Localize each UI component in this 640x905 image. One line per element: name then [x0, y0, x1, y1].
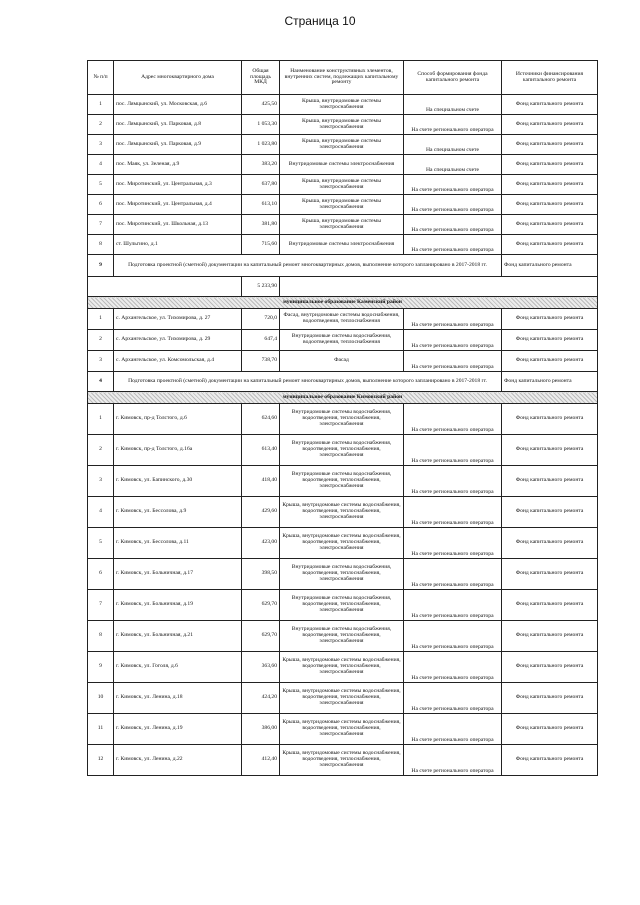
table-row	[88, 497, 598, 528]
section-title: муниципальное образование Кимовский район	[88, 392, 598, 404]
row-area: 647,4	[242, 330, 280, 351]
row-works: Крыша, внутридомовые системы водоснабжения, водоотведения, теплоснабжения, электроснабжения	[280, 652, 404, 683]
header-address: Адрес многоквартирного дома	[114, 61, 242, 95]
row-area: 720,0	[242, 309, 280, 330]
row-works: Фасад	[280, 351, 404, 372]
table-row	[88, 466, 598, 497]
row-fund-method: На специальном счете	[404, 95, 502, 115]
table-row	[88, 714, 598, 745]
row-works: Крыша, внутридомовые системы водоснабжения, водоотведения, теплоснабжения, электроснабжения	[280, 745, 404, 776]
table-row	[88, 155, 598, 175]
row-works: Внутридомовые системы водоснабжения, водоотведения, теплоснабжения, электроснабжения	[280, 621, 404, 652]
row-number: 3	[88, 351, 114, 372]
row-works: Фасад, внутридомовые системы водоснабжения, водоотведения, теплоснабжения	[280, 309, 404, 330]
table-row	[88, 330, 598, 351]
row-number: 7	[88, 215, 114, 235]
row-financing-source: Фонд капитального ремонта	[502, 590, 598, 621]
row-number: 1	[88, 95, 114, 115]
row-number: 5	[88, 175, 114, 195]
row-fund-method: На счете регионального оператора	[404, 195, 502, 215]
total-area: 5 233,90	[242, 277, 280, 297]
row-fund-method: На счете регионального оператора	[404, 497, 502, 528]
table-row-project-documentation	[88, 372, 598, 392]
row-address: г. Кимовск, ул. Ленина, д.18	[114, 683, 242, 714]
row-fund-method: На счете регионального оператора	[404, 351, 502, 372]
row-address: г. Кимовск, ул. Больничная, д.17	[114, 559, 242, 590]
total-empty-cell	[88, 277, 242, 297]
row-financing-source: Фонд капитального ремонта	[502, 372, 598, 392]
row-financing-source: Фонд капитального ремонта	[502, 330, 598, 351]
row-works: Внутридомовые системы электроснабжения	[280, 235, 404, 255]
row-number: 8	[88, 621, 114, 652]
row-number: 3	[88, 135, 114, 155]
row-fund-method: На счете регионального оператора	[404, 683, 502, 714]
row-number: 1	[88, 309, 114, 330]
table-row	[88, 652, 598, 683]
row-area: 624,60	[242, 404, 280, 435]
row-number: 10	[88, 683, 114, 714]
row-address: г. Кимовск, ул. Больничная, д.21	[114, 621, 242, 652]
table-row	[88, 309, 598, 330]
total-empty-cell	[280, 277, 598, 297]
row-area: 629,70	[242, 621, 280, 652]
row-fund-method: На счете регионального оператора	[404, 745, 502, 776]
row-number: 2	[88, 435, 114, 466]
row-works: Внутридомовые системы водоснабжения, водоотведения, теплоснабжения, электроснабжения	[280, 435, 404, 466]
row-works: Внутридомовые системы электроснабжения	[280, 155, 404, 175]
row-financing-source: Фонд капитального ремонта	[502, 95, 598, 115]
row-works: Крыша, внутридомовые системы электроснабжения	[280, 175, 404, 195]
row-address: г. Кимовск, ул. Бессолова, д.9	[114, 497, 242, 528]
row-financing-source: Фонд капитального ремонта	[502, 683, 598, 714]
row-area: 386,00	[242, 714, 280, 745]
row-financing-source: Фонд капитального ремонта	[502, 255, 598, 277]
table-row	[88, 235, 598, 255]
row-number: 6	[88, 195, 114, 215]
row-financing-source: Фонд капитального ремонта	[502, 497, 598, 528]
row-works: Крыша, внутридомовые системы электроснабжения	[280, 115, 404, 135]
row-address: ст. Шульгино, д.1	[114, 235, 242, 255]
row-number: 1	[88, 404, 114, 435]
row-works: Крыша, внутридомовые системы электроснабжения	[280, 135, 404, 155]
row-works: Внутридомовые системы водоснабжения, водоотведения, теплоснабжения, электроснабжения	[280, 466, 404, 497]
row-area: 613,40	[242, 435, 280, 466]
row-area: 715,60	[242, 235, 280, 255]
table-row	[88, 590, 598, 621]
table-row	[88, 95, 598, 115]
row-address: пос. Маяк, ул. Зеленая, д.9	[114, 155, 242, 175]
row-fund-method: На счете регионального оператора	[404, 309, 502, 330]
row-financing-source: Фонд капитального ремонта	[502, 466, 598, 497]
row-address: г. Кимовск, пр-д Толстого, д.6	[114, 404, 242, 435]
header-financing-source: Источники финансирования капитального ремонта	[502, 61, 598, 95]
row-area: 423,00	[242, 528, 280, 559]
row-address: пос. Миротинский, ул. Школьная, д.13	[114, 215, 242, 235]
header-fund-method: Способ формирования фонда капитального ремонта	[404, 61, 502, 95]
row-number: 4	[88, 497, 114, 528]
row-address: г. Кимовск, ул. Бапинского, д.30	[114, 466, 242, 497]
row-address: г. Кимовск, ул. Больничная, д.19	[114, 590, 242, 621]
row-works: Крыша, внутридомовые системы электроснабжения	[280, 215, 404, 235]
header-works: Наименование конструктивных элементов, внутренних систем, подлежащих капитальному ремонту	[280, 61, 404, 95]
page-title: Страница 10	[284, 14, 356, 28]
table-row	[88, 351, 598, 372]
row-financing-source: Фонд капитального ремонта	[502, 235, 598, 255]
row-area: 398,50	[242, 559, 280, 590]
row-financing-source: Фонд капитального ремонта	[502, 135, 598, 155]
table-header-row	[88, 61, 598, 95]
row-number: 8	[88, 235, 114, 255]
row-address: г. Кимовск, ул. Гоголя, д.6	[114, 652, 242, 683]
row-area: 383,20	[242, 155, 280, 175]
row-financing-source: Фонд капитального ремонта	[502, 745, 598, 776]
row-address: с. Архангельское, ул. Тихомирова, д. 27	[114, 309, 242, 330]
row-fund-method: На счете регионального оператора	[404, 528, 502, 559]
row-financing-source: Фонд капитального ремонта	[502, 652, 598, 683]
row-number: 6	[88, 559, 114, 590]
table-row	[88, 215, 598, 235]
row-number: 4	[88, 155, 114, 175]
row-financing-source: Фонд капитального ремонта	[502, 435, 598, 466]
row-works: Крыша, внутридомовые системы водоснабжения, водоотведения, теплоснабжения, электроснабжения	[280, 528, 404, 559]
table-row	[88, 404, 598, 435]
row-area: 429,60	[242, 497, 280, 528]
row-fund-method: На счете регионального оператора	[404, 466, 502, 497]
row-area: 363,60	[242, 652, 280, 683]
row-fund-method: На счете регионального оператора	[404, 115, 502, 135]
row-works: Крыша, внутридомовые системы электроснабжения	[280, 195, 404, 215]
row-number: 5	[88, 528, 114, 559]
row-number: 11	[88, 714, 114, 745]
row-area: 629,70	[242, 590, 280, 621]
row-address: г. Кимовск, ул. Бессолова, д.11	[114, 528, 242, 559]
row-project-documentation-text: Подготовка проектной (сметной) документации на капитальный ремонт многоквартирных домов, выполнение которого запланировано в 2017-2018 гг.	[114, 255, 502, 277]
row-fund-method: На счете регионального оператора	[404, 215, 502, 235]
row-fund-method: На счете регионального оператора	[404, 175, 502, 195]
row-financing-source: Фонд капитального ремонта	[502, 115, 598, 135]
row-address: пос. Миротинский, ул. Центральная, д.4	[114, 195, 242, 215]
header-number: № п/п	[88, 61, 114, 95]
row-number: 2	[88, 115, 114, 135]
table-row	[88, 435, 598, 466]
row-area: 381,80	[242, 215, 280, 235]
table-row	[88, 528, 598, 559]
row-works: Внутридомовые системы водоснабжения, водоотведения, теплоснабжения, электроснабжения	[280, 404, 404, 435]
table-row	[88, 115, 598, 135]
table-row	[88, 745, 598, 776]
row-number: 3	[88, 466, 114, 497]
table-row-total	[88, 277, 598, 297]
section-header-row	[88, 297, 598, 309]
row-address: с. Архангельское, ул. Комсомольская, д.4	[114, 351, 242, 372]
row-number: 9	[88, 255, 114, 277]
table-row-project-documentation	[88, 255, 598, 277]
row-fund-method: На счете регионального оператора	[404, 652, 502, 683]
row-fund-method: На счете регионального оператора	[404, 590, 502, 621]
row-fund-method: На счете регионального оператора	[404, 559, 502, 590]
table-row	[88, 175, 598, 195]
row-fund-method: На счете регионального оператора	[404, 435, 502, 466]
row-number: 12	[88, 745, 114, 776]
row-area: 1 053,30	[242, 115, 280, 135]
row-project-documentation-text: Подготовка проектной (сметной) документации на капитальный ремонт многоквартирных домов, выполнение которого запланировано в 2017-2018 гг.	[114, 372, 502, 392]
table-row	[88, 621, 598, 652]
row-fund-method: На счете регионального оператора	[404, 404, 502, 435]
row-works: Внутридомовые системы водоснабжения, водоотведения, теплоснабжения, электроснабжения	[280, 559, 404, 590]
row-area: 424,20	[242, 683, 280, 714]
table-row	[88, 683, 598, 714]
row-number: 2	[88, 330, 114, 351]
row-financing-source: Фонд капитального ремонта	[502, 404, 598, 435]
row-address: пос. Лямцынский, ул. Парковая, д.8	[114, 115, 242, 135]
row-area: 1 023,80	[242, 135, 280, 155]
row-fund-method: На счете регионального оператора	[404, 235, 502, 255]
row-financing-source: Фонд капитального ремонта	[502, 215, 598, 235]
row-area: 412,40	[242, 745, 280, 776]
row-financing-source: Фонд капитального ремонта	[502, 528, 598, 559]
row-address: г. Кимовск, пр-д Толстого, д.16а	[114, 435, 242, 466]
row-financing-source: Фонд капитального ремонта	[502, 309, 598, 330]
row-number: 4	[88, 372, 114, 392]
row-area: 637,80	[242, 175, 280, 195]
row-fund-method: На счете регионального оператора	[404, 714, 502, 745]
row-address: г. Кимовск, ул. Ленина, д.19	[114, 714, 242, 745]
table-row	[88, 135, 598, 155]
row-address: пос. Миротинский, ул. Центральная, д.3	[114, 175, 242, 195]
section-title: муниципальное образование Каменский район	[88, 297, 598, 309]
row-financing-source: Фонд капитального ремонта	[502, 714, 598, 745]
row-works: Внутридомовые системы водоснабжения, водоотведения, теплоснабжения, электроснабжения	[280, 590, 404, 621]
row-area: 613,10	[242, 195, 280, 215]
section-header-row	[88, 392, 598, 404]
row-financing-source: Фонд капитального ремонта	[502, 175, 598, 195]
row-works: Крыша, внутридомовые системы электроснабжения	[280, 95, 404, 115]
row-financing-source: Фонд капитального ремонта	[502, 351, 598, 372]
row-fund-method: На специальном счете	[404, 155, 502, 175]
row-area: 738,70	[242, 351, 280, 372]
row-financing-source: Фонд капитального ремонта	[502, 195, 598, 215]
row-works: Внутридомовые системы водоснабжения, водоотведения, теплоснабжения	[280, 330, 404, 351]
header-area: Общая площадь МКД	[242, 61, 280, 95]
capital-repair-table	[87, 60, 598, 776]
row-address: г. Кимовск, ул. Ленина, д.22	[114, 745, 242, 776]
row-area: 425,50	[242, 95, 280, 115]
row-works: Крыша, внутридомовые системы водоснабжения, водоотведения, теплоснабжения, электроснабжения	[280, 497, 404, 528]
row-fund-method: На счете регионального оператора	[404, 330, 502, 351]
row-number: 7	[88, 590, 114, 621]
row-works: Крыша, внутридомовые системы водоснабжения, водоотведения, теплоснабжения, электроснабжения	[280, 714, 404, 745]
row-financing-source: Фонд капитального ремонта	[502, 559, 598, 590]
table-row	[88, 559, 598, 590]
row-number: 9	[88, 652, 114, 683]
row-area: 418,40	[242, 466, 280, 497]
row-works: Крыша, внутридомовые системы водоснабжения, водоотведения, теплоснабжения, электроснабжения	[280, 683, 404, 714]
row-address: пос. Лямцынский, ул. Московская, д.6	[114, 95, 242, 115]
row-financing-source: Фонд капитального ремонта	[502, 621, 598, 652]
table-row	[88, 195, 598, 215]
row-financing-source: Фонд капитального ремонта	[502, 155, 598, 175]
row-fund-method: На счете регионального оператора	[404, 621, 502, 652]
row-address: пос. Лямцынский, ул. Парковая, д.9	[114, 135, 242, 155]
row-address: с. Архангельское, ул. Тихомирова, д. 29	[114, 330, 242, 351]
row-fund-method: На специальном счете	[404, 135, 502, 155]
